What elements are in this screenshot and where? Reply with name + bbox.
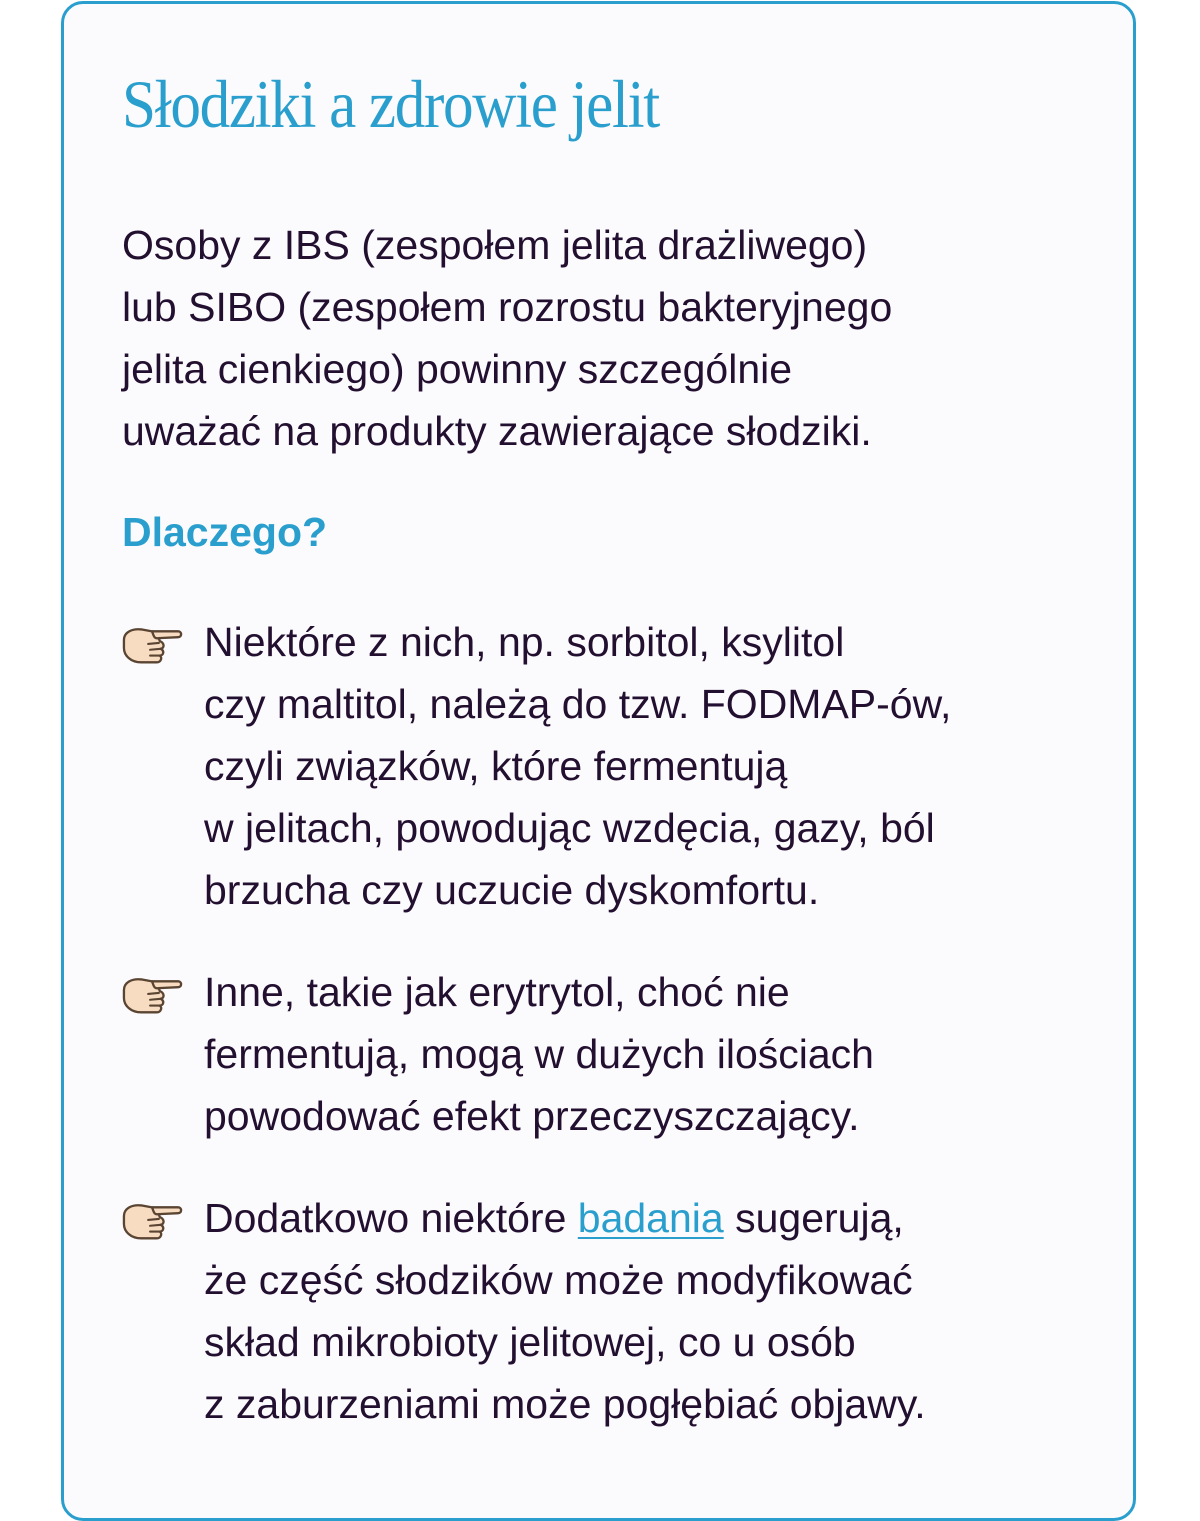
bullet-line: w jelitach, powodując wzdęcia, gazy, ból (204, 805, 935, 851)
bullet-text (204, 1187, 1104, 1435)
article-title: Słodziki a zdrowie jelit (122, 66, 659, 142)
bullet-text-segment: sugerują, (723, 1195, 904, 1241)
pointing-hand-icon (122, 961, 184, 1023)
intro-paragraph (122, 214, 1082, 462)
bullet-line: z zaburzeniami może pogłębiać objawy. (204, 1381, 926, 1427)
pointing-hand-icon (122, 611, 184, 673)
bullet-line: Inne, takie jak erytrytol, choć nie (204, 969, 790, 1015)
bullet-line: czyli związków, które fermentują (204, 743, 788, 789)
badania-link[interactable]: badania (577, 1195, 724, 1241)
bullet-line: że część słodzików może modyfikować (204, 1257, 913, 1303)
intro-line: lub SIBO (zespołem rozrostu bakteryjnego (122, 284, 893, 330)
bullet-line: brzucha czy uczucie dyskomfortu. (204, 867, 820, 913)
bullet-line: fermentują, mogą w dużych ilościach (204, 1031, 874, 1077)
bullet-line (204, 1187, 1104, 1249)
intro-line: Osoby z IBS (zespołem jelita drażliwego) (122, 222, 868, 268)
bullet-text (204, 961, 1104, 1147)
pointing-hand-icon (122, 1187, 184, 1249)
intro-line: uważać na produkty zawierające słodziki. (122, 408, 872, 454)
intro-line: jelita cienkiego) powinny szczególnie (122, 346, 793, 392)
info-card (61, 1, 1136, 1521)
section-subheading: Dlaczego? (122, 509, 328, 555)
bullet-line: czy maltitol, należą do tzw. FODMAP-ów, (204, 681, 952, 727)
bullet-text (204, 611, 1104, 921)
bullet-line: powodować efekt przeczyszczający. (204, 1093, 860, 1139)
bullet-text-segment: Dodatkowo niektóre (204, 1195, 578, 1241)
bullet-line: skład mikrobioty jelitowej, co u osób (204, 1319, 856, 1365)
bullet-line: Niektóre z nich, np. sorbitol, ksylitol (204, 619, 845, 665)
